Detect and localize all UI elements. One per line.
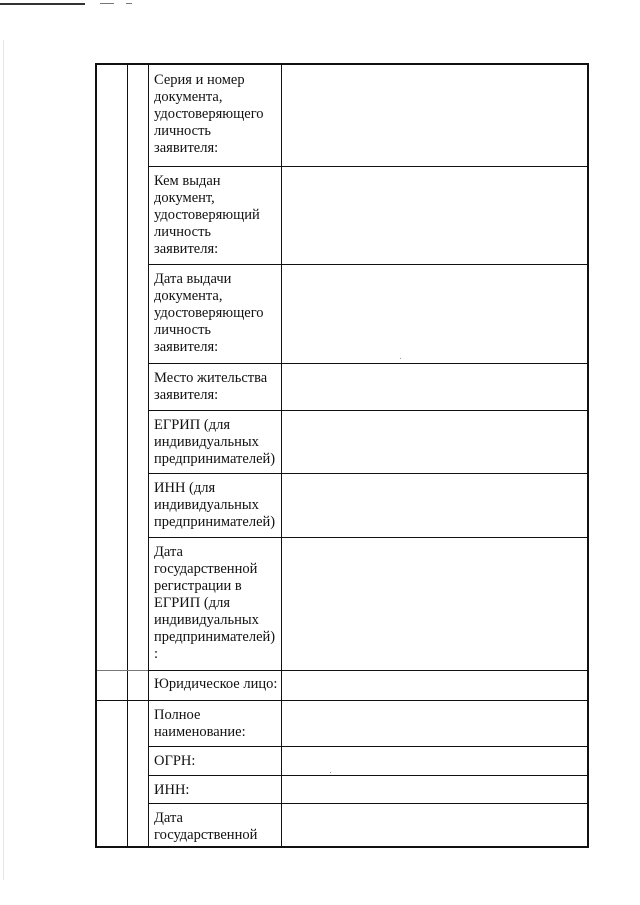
field-label: ЕГРИП (для индивидуальных предпринимателей): [154, 417, 276, 467]
scan-speck: [400, 358, 401, 359]
field-label: Дата государственной: [154, 810, 258, 843]
field-value[interactable]: [288, 779, 581, 799]
field-label: ИНН (для индивидуальных предпринимателей): [154, 480, 276, 530]
field-label: ИНН:: [154, 782, 190, 798]
form-row-full-name: [148, 700, 587, 746]
scan-speck: [330, 772, 331, 773]
field-label: Кем выдан документ, удостоверяющий личность заявителя:: [154, 173, 260, 257]
field-value[interactable]: [288, 71, 581, 159]
field-label: Полное наименование:: [154, 707, 246, 740]
field-label: Серия и номер документа, удостоверяющего личность заявителя:: [154, 72, 264, 156]
form-row-document-number: [148, 65, 587, 166]
row-divider: [148, 775, 587, 776]
scan-page-edge: [3, 40, 4, 880]
field-label: Место жительства заявителя:: [154, 370, 268, 403]
scan-artifact-dash: [126, 3, 132, 4]
field-label: Дата выдачи документа, удостоверяющего личность заявителя:: [154, 271, 264, 355]
form-row-state-registration-date: [148, 803, 587, 848]
field-value[interactable]: [288, 369, 581, 403]
merged-cell: [282, 671, 587, 700]
applicant-form-table: [95, 63, 589, 848]
row-divider: [148, 264, 587, 265]
scan-artifact-dash: [100, 3, 114, 4]
field-value[interactable]: [288, 809, 581, 843]
form-row-egrip-registration-date: [148, 537, 587, 670]
field-value[interactable]: [288, 750, 581, 770]
field-value[interactable]: [288, 270, 581, 356]
form-row-inn-legal: [148, 775, 587, 803]
form-row-document-issuer: [148, 166, 587, 264]
row-divider: [148, 803, 587, 804]
field-label: ОГРН:: [154, 753, 196, 769]
row-divider: [97, 700, 587, 701]
row-divider: [148, 166, 587, 167]
field-value[interactable]: [288, 416, 581, 466]
column-divider: [127, 65, 128, 846]
row-divider: [148, 746, 587, 747]
form-row-document-issue-date: [148, 264, 587, 363]
field-label: Дата государственной регистрации в ЕГРИП (для индивидуальных предпринимателей) :: [154, 544, 276, 662]
form-row-residence: [148, 363, 587, 410]
field-value[interactable]: [288, 543, 581, 663]
field-value[interactable]: [288, 172, 581, 258]
row-divider: [97, 670, 148, 671]
scan-artifact-line: [0, 3, 85, 5]
row-divider: [148, 410, 587, 411]
field-value[interactable]: [288, 706, 581, 740]
field-value[interactable]: [288, 479, 581, 529]
legal-entity-section-header: [97, 670, 587, 700]
row-divider: [148, 537, 587, 538]
form-row-ogrn: [148, 746, 587, 775]
row-divider: [148, 473, 587, 474]
form-row-inn-individual: [148, 473, 587, 537]
form-row-egrip: [148, 410, 587, 473]
section-title: Юридическое лицо:: [154, 676, 278, 692]
row-divider: [148, 363, 587, 364]
